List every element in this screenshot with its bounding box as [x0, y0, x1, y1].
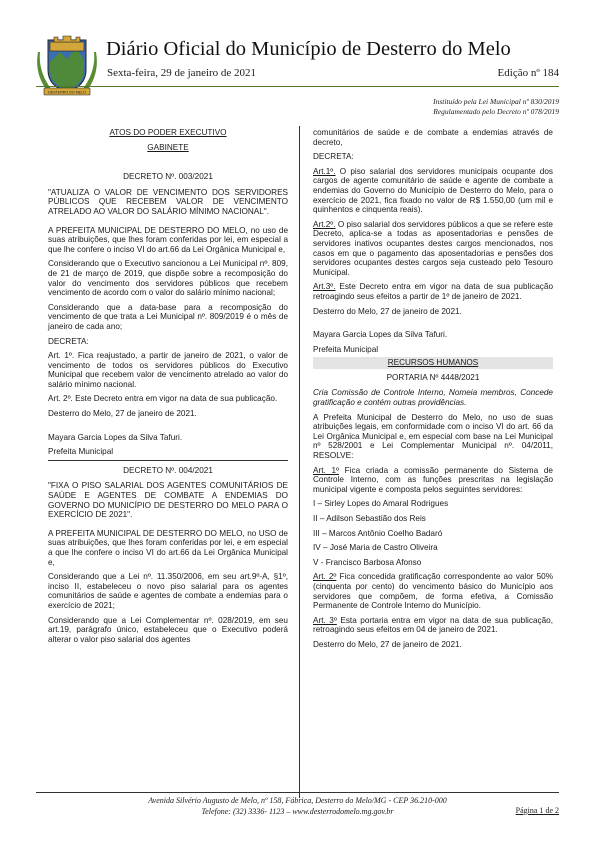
- article-label: Art.1º.: [313, 166, 336, 176]
- article: [48, 351, 288, 389]
- signer-name: Mayara Garcia Lopes da Silva Tafuri.: [48, 432, 183, 442]
- institution-law: Instituído pela Lei Municipal nº 830/2019: [433, 97, 559, 106]
- article: [313, 167, 553, 215]
- list-item: II – Adilson Sebastião dos Reis: [313, 514, 426, 523]
- article-label: Art. 2º: [313, 572, 337, 582]
- article-label: Art. 1º.: [48, 351, 75, 361]
- footer-contact: Telefone: (32) 3336- 1123 – www.desterrodomelo.mg.gov.br: [201, 807, 394, 816]
- article-text: Fica criada a comissão permanente do Sistema de Controle Interno, com as funções prescritas na legislação municipal vigente e composta pelos seguintes servidores:: [313, 465, 553, 494]
- decree-ementa: "FIXA O PISO SALARIAL DOS AGENTES COMUNITÁRIOS DE SAÚDE E AGENTES DE COMBATE A ENDEMIAS DO GOVERNO DO MUNICÍPIO DE DESTERRO DO MELO PARA O EXERCÍCIO DE 2021".: [48, 481, 288, 520]
- article-label: Art. 2º.: [48, 394, 73, 404]
- section-rule: [48, 460, 288, 461]
- decree-number: DECRETO Nº. 003/2021: [123, 172, 213, 182]
- page-footer: [0, 795, 595, 817]
- decreta-label: DECRETA:: [48, 336, 89, 346]
- article-text: O piso salarial dos servidores públicos a que se refere este Decreto, aplica-se a todas as aposentadorias e pensões de servidores inativos ocupantes destes cargos mencionados, nos casos em que o pagamento das aposentadorias e pensões dos servidores ocupantes destes cargos seja custeado pelo Tesouro Municipal.: [313, 219, 553, 277]
- decree-number: DECRETO Nº. 004/2021: [123, 465, 213, 475]
- right-column: [313, 128, 553, 655]
- article: [313, 572, 553, 610]
- page-header: [36, 32, 559, 100]
- subsection-heading: GABINETE: [147, 142, 189, 152]
- article-text: O piso salarial dos servidores municipais ocupante dos cargos de agente comunitário de saúde e agente de combate a endemias do Governo do Município de Desterro do Melo, para o exercício de 2021, fica fixado no valor de R$ 1.550,00 (um mil e quinhentos e cinquenta reais).: [313, 166, 553, 215]
- paragraph: Considerando que a Lei nº. 11.350/2006, em seu art.9º-A, §1º, inciso II, estabeleceu o novo piso salarial para os agentes comunitários de saúde e agentes de combate a endemias para o exercício de 2021;: [48, 572, 288, 610]
- article-label: Art.3º.: [313, 282, 336, 292]
- portaria-number: PORTARIA Nº 4448/2021: [386, 372, 480, 382]
- section-heading: RECURSOS HUMANOS: [313, 357, 553, 369]
- article-label: Art. 1º: [313, 465, 339, 475]
- left-column: [48, 128, 288, 649]
- edition-number: Edição nº 184: [497, 67, 559, 79]
- list-item: V - Francisco Barbosa Afonso: [313, 557, 422, 567]
- list-item: III – Marcos Antônio Coelho Badaró: [313, 528, 443, 538]
- article: [313, 220, 553, 278]
- column-divider: [299, 126, 300, 798]
- page-number: Página 1 de 2: [515, 806, 559, 815]
- closing-date: Desterro do Melo, 27 de janeiro de 2021.: [313, 639, 462, 649]
- footer-rule: [36, 792, 559, 793]
- signer-role: Prefeita Municipal: [313, 344, 379, 354]
- municipal-crest-icon: [36, 32, 98, 98]
- article: [313, 282, 553, 301]
- paragraph: comunitários de saúde e de combate a endemias através de decreto,: [313, 128, 553, 147]
- header-rule: [36, 86, 559, 87]
- article-text: Esta portaria entra em vigor na data de sua publicação, retroagindo seus efeitos em 04 de janeiro de 2021.: [313, 615, 553, 635]
- article-text: Fica concedida gratificação correspondente ao valor 50% (cinquenta por cento) do vencimento básico do Município aos servidores que compõem, de forma efetiva, a Comissão Permanente de Controle Interno do Município.: [313, 572, 553, 611]
- paragraph: A PREFEITA MUNICIPAL DE DESTERRO DO MELO, no USO de suas atribuições, que lhes foram conferidas por lei, e em especial a que lhe confere o inciso VI do art.66 da Lei Orgânica Municipal e,: [48, 528, 288, 567]
- closing-date: Desterro do Melo, 27 de janeiro de 2021.: [313, 306, 462, 316]
- paragraph: A PREFEITA MUNICIPAL DE DESTERRO DO MELO, no uso de suas atribuições, que lhes foram conferidas por lei, em especial a que lhe confere o inciso VI do art.66 da Lei Orgânica Municipal e,: [48, 225, 288, 254]
- institution-decree: Regulamentado pelo Decreto nº 078/2019: [433, 107, 559, 116]
- paragraph: Considerando que a data-base para a recomposição do vencimento de que trata a Lei Municipal nº. 809/2019 é o mês de janeiro de cada ano;: [48, 302, 288, 331]
- paragraph: Considerando que a Lei Complementar nº. 028/2019, em seu art.19, parágrafo único, estabeleceu que o Executivo poderá alterar o valor piso salarial dos agentes: [48, 615, 288, 644]
- article-text: Fica reajustado, a partir de janeiro de 2021, o valor de vencimento de todos os servidores públicos do Executivo Municipal que recebem valor de vencimento atrelado ao valor do salário mínimo nacional.: [48, 351, 288, 389]
- portaria-ementa: Cria Comissão de Controle Interno, Nomeia membros, Concede gratificação e contém outras providências.: [313, 388, 553, 408]
- article-text: Este Decreto entra em vigor na data de sua publicação retroagindo seus efeitos a partir de 1º de janeiro de 2021.: [313, 282, 553, 301]
- institution-note: [433, 97, 559, 117]
- section-heading: ATOS DO PODER EXECUTIVO: [109, 128, 227, 137]
- closing-date: Desterro do Melo, 27 de janeiro de 2021.: [48, 409, 197, 419]
- paragraph: Considerando que o Executivo sancionou a Lei Municipal nº. 809, de 21 de março de 2019, que dispõe sobre a recomposição do valor do vencimento dos servidores públicos que recebem vencimento de acordo com o valor do salário mínimo nacional;: [48, 259, 288, 298]
- article: [48, 394, 288, 404]
- article-text: Este Decreto entra em vigor na data de sua publicação.: [72, 394, 278, 404]
- article-label: Art.2º.: [313, 219, 336, 229]
- page-title: Diário Oficial do Município de Desterro do Melo: [106, 38, 511, 60]
- crest-banner-text: DESTERRO DO MELO: [48, 90, 86, 95]
- article-label: Art. 3º: [313, 615, 337, 625]
- article: [313, 466, 553, 495]
- decreta-label: DECRETA:: [313, 152, 354, 162]
- decree-ementa: "ATUALIZA O VALOR DE VENCIMENTO DOS SERVIDORES PÚBLICOS QUE RECEBEM VALOR DE VENCIMENTO ATRELADO AO VALOR DO SALÁRIO MÍNIMO NACIONAL".: [48, 187, 288, 216]
- paragraph: A Prefeita Municipal de Desterro do Melo, no uso de suas atribuições legais, em conformidade com o inciso VI do art. 66 da Lei Orgânica Municipal e, em especial com base na Lei Municipal nº 528/2001 e Lei Complementar Municipal nº. 04/2011, RESOLVE:: [313, 412, 553, 461]
- list-item: I – Sirley Lopes do Amaral Rodrigues: [313, 499, 449, 509]
- list-item: IV – José Maria de Castro Oliveira: [313, 543, 438, 553]
- publication-date: Sexta-feira, 29 de janeiro de 2021: [107, 67, 257, 79]
- footer-address: Avenida Silvério Augusto de Melo, nº 158, Fábrica, Desterro do Melo/MG - CEP 36.210-000: [148, 796, 447, 805]
- signer-role: Prefeita Municipal: [48, 447, 114, 457]
- signer-name: Mayara Garcia Lopes da Silva Tafuri.: [313, 330, 448, 340]
- article: [313, 616, 553, 635]
